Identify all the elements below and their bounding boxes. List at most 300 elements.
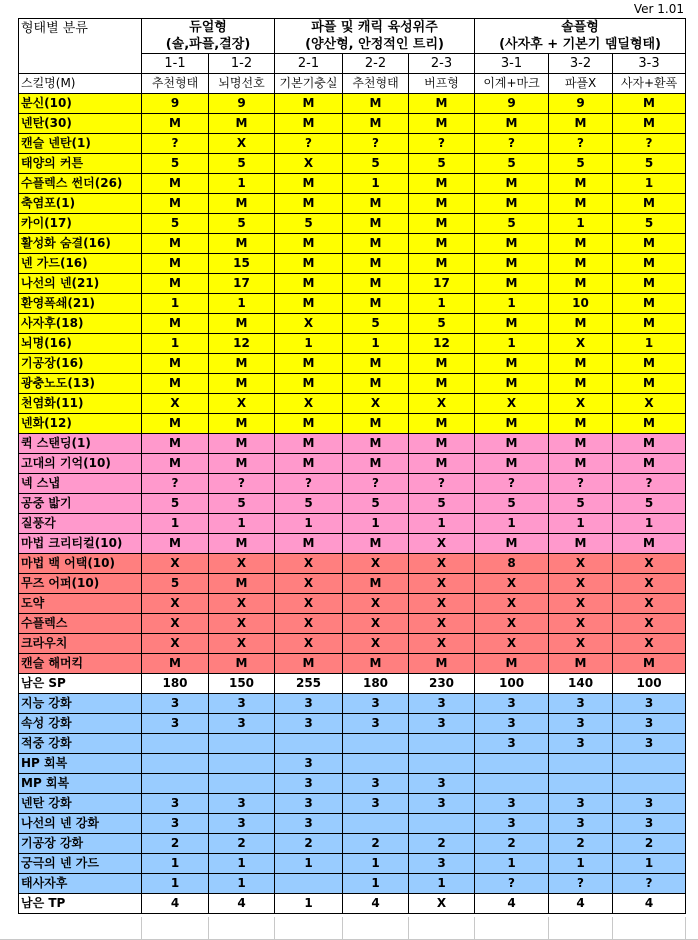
value-cell: M xyxy=(409,654,475,674)
table-row xyxy=(19,94,686,114)
value-cell: 5 xyxy=(142,494,209,514)
value-cell: M xyxy=(209,434,275,454)
value-cell: X xyxy=(343,394,409,414)
value-cell: M xyxy=(475,194,549,214)
value-cell: 5 xyxy=(142,214,209,234)
skill-name-cell: 나선의 넨 강화 xyxy=(19,814,142,834)
value-cell: M xyxy=(409,354,475,374)
value-cell: 5 xyxy=(475,154,549,174)
value-cell: M xyxy=(475,374,549,394)
value-cell: 1 xyxy=(275,334,343,354)
value-cell: M xyxy=(549,114,613,134)
value-cell: 3 xyxy=(275,714,343,734)
value-cell: M xyxy=(549,654,613,674)
value-cell: 1 xyxy=(209,874,275,894)
version-label: Ver 1.01 xyxy=(633,2,684,16)
skill-name-cell: 수플렉스 썬더(26) xyxy=(19,174,142,194)
corner-cell: 형태별 분류 xyxy=(19,19,142,74)
value-cell: 1 xyxy=(343,514,409,534)
value-cell: 100 xyxy=(475,674,549,694)
value-cell: X xyxy=(275,634,343,654)
value-cell: 1 xyxy=(409,294,475,314)
value-cell: M xyxy=(409,214,475,234)
value-cell: ? xyxy=(475,134,549,154)
skill-name-cell: 남은 TP xyxy=(19,894,142,914)
value-cell: M xyxy=(613,414,686,434)
value-cell: M xyxy=(275,194,343,214)
value-cell: M xyxy=(475,354,549,374)
table-row xyxy=(19,254,686,274)
value-cell: M xyxy=(275,294,343,314)
table-row xyxy=(19,654,686,674)
skill-name-cell: 퀵 스탠딩(1) xyxy=(19,434,142,454)
value-cell: M xyxy=(142,354,209,374)
value-cell: ? xyxy=(343,474,409,494)
value-cell: 5 xyxy=(613,154,686,174)
value-cell xyxy=(142,774,209,794)
value-cell: X xyxy=(142,634,209,654)
value-cell: M xyxy=(409,414,475,434)
header-row-groups xyxy=(19,19,686,54)
value-cell: ? xyxy=(343,134,409,154)
skill-name-cell: 광충노도(13) xyxy=(19,374,142,394)
value-cell: M xyxy=(475,454,549,474)
value-cell: M xyxy=(142,314,209,334)
value-cell: X xyxy=(409,534,475,554)
value-cell: M xyxy=(275,654,343,674)
type-cell: 기본기충실 xyxy=(275,74,343,94)
value-cell: 100 xyxy=(613,674,686,694)
value-cell: 3 xyxy=(549,794,613,814)
value-cell: M xyxy=(209,454,275,474)
value-cell: M xyxy=(275,94,343,114)
skill-name-cell: 크라우치 xyxy=(19,634,142,654)
value-cell: X xyxy=(209,594,275,614)
value-cell: M xyxy=(275,234,343,254)
table-row xyxy=(19,594,686,614)
value-cell: 12 xyxy=(209,334,275,354)
type-cell: 파플X xyxy=(549,74,613,94)
value-cell: M xyxy=(409,94,475,114)
value-cell: 140 xyxy=(549,674,613,694)
skill-name-cell: 분신(10) xyxy=(19,94,142,114)
value-cell: 1 xyxy=(343,854,409,874)
value-cell: 1 xyxy=(409,874,475,894)
skill-name-cell: 지능 강화 xyxy=(19,694,142,714)
value-cell: M xyxy=(549,274,613,294)
value-cell: X xyxy=(275,314,343,334)
value-cell: 3 xyxy=(275,774,343,794)
table-row xyxy=(19,554,686,574)
table-row xyxy=(19,294,686,314)
value-cell: 12 xyxy=(409,334,475,354)
value-cell: X xyxy=(613,634,686,654)
value-cell xyxy=(549,774,613,794)
value-cell: 1 xyxy=(142,334,209,354)
group-title: 솔플형 xyxy=(561,20,599,35)
value-cell: X xyxy=(343,594,409,614)
table-row xyxy=(19,714,686,734)
value-cell: ? xyxy=(613,134,686,154)
code-cell: 3-3 xyxy=(613,54,686,74)
value-cell: X xyxy=(142,554,209,574)
skill-name-cell: 뇌명(16) xyxy=(19,334,142,354)
value-cell: 3 xyxy=(275,814,343,834)
value-cell: 3 xyxy=(409,714,475,734)
value-cell: 5 xyxy=(209,214,275,234)
group-subtitle: (양산형, 안정적인 트리) xyxy=(305,37,444,52)
value-cell: M xyxy=(409,434,475,454)
value-cell: 1 xyxy=(275,894,343,914)
value-cell: 1 xyxy=(409,514,475,534)
value-cell: M xyxy=(409,194,475,214)
skill-name-cell: 기공장(16) xyxy=(19,354,142,374)
value-cell: 3 xyxy=(209,814,275,834)
value-cell: X xyxy=(142,614,209,634)
value-cell: M xyxy=(549,374,613,394)
skill-name-cell: 수플렉스 xyxy=(19,614,142,634)
table-row xyxy=(19,114,686,134)
value-cell: 5 xyxy=(142,574,209,594)
value-cell: X xyxy=(343,614,409,634)
value-cell: M xyxy=(343,114,409,134)
value-cell: M xyxy=(275,454,343,474)
value-cell: X xyxy=(275,574,343,594)
value-cell: 5 xyxy=(142,154,209,174)
value-cell: 3 xyxy=(475,814,549,834)
value-cell: 3 xyxy=(343,774,409,794)
value-cell: X xyxy=(549,614,613,634)
value-cell xyxy=(275,874,343,894)
value-cell: M xyxy=(343,434,409,454)
value-cell: X xyxy=(209,394,275,414)
code-cell: 1-2 xyxy=(209,54,275,74)
value-cell: 3 xyxy=(343,694,409,714)
skill-name-cell: MP 회복 xyxy=(19,774,142,794)
value-cell: 5 xyxy=(549,154,613,174)
code-cell: 1-1 xyxy=(142,54,209,74)
type-cell: 추천형태 xyxy=(343,74,409,94)
value-cell: X xyxy=(613,394,686,414)
value-cell: 1 xyxy=(613,514,686,534)
value-cell: M xyxy=(343,194,409,214)
table-row xyxy=(19,574,686,594)
value-cell: X xyxy=(343,554,409,574)
value-cell: M xyxy=(475,414,549,434)
value-cell: M xyxy=(343,274,409,294)
value-cell: 4 xyxy=(549,894,613,914)
value-cell: M xyxy=(613,94,686,114)
table-row xyxy=(19,854,686,874)
value-cell: ? xyxy=(409,474,475,494)
value-cell: M xyxy=(475,274,549,294)
value-cell: M xyxy=(409,454,475,474)
skill-name-cell: 기공장 강화 xyxy=(19,834,142,854)
value-cell: 2 xyxy=(343,834,409,854)
value-cell: X xyxy=(549,574,613,594)
skill-name-cell: 천염화(11) xyxy=(19,394,142,414)
value-cell: 1 xyxy=(209,854,275,874)
value-cell: M xyxy=(142,414,209,434)
value-cell: 3 xyxy=(275,754,343,774)
value-cell: 1 xyxy=(475,334,549,354)
skill-name-cell: 도약 xyxy=(19,594,142,614)
value-cell: X xyxy=(475,574,549,594)
value-cell xyxy=(343,734,409,754)
value-cell: M xyxy=(343,254,409,274)
value-cell: M xyxy=(613,234,686,254)
value-cell: M xyxy=(613,294,686,314)
value-cell: 3 xyxy=(613,814,686,834)
value-cell: M xyxy=(475,654,549,674)
value-cell: 5 xyxy=(409,314,475,334)
group-header-solo xyxy=(475,19,686,54)
value-cell: 1 xyxy=(549,514,613,534)
value-cell: M xyxy=(409,254,475,274)
group-subtitle: (사자후 + 기본기 뎀딜형태) xyxy=(499,37,661,52)
group-subtitle: (솔,파플,결장) xyxy=(165,37,251,52)
value-cell: X xyxy=(209,134,275,154)
table-row xyxy=(19,694,686,714)
value-cell: 5 xyxy=(549,494,613,514)
value-cell: M xyxy=(475,174,549,194)
value-cell: M xyxy=(613,194,686,214)
table-row xyxy=(19,774,686,794)
value-cell: M xyxy=(409,374,475,394)
value-cell: 5 xyxy=(475,494,549,514)
value-cell: 5 xyxy=(409,154,475,174)
value-cell: M xyxy=(613,114,686,134)
value-cell: 17 xyxy=(209,274,275,294)
value-cell: 3 xyxy=(409,694,475,714)
value-cell: M xyxy=(613,314,686,334)
value-cell: ? xyxy=(475,474,549,494)
skill-name-cell: 질풍각 xyxy=(19,514,142,534)
type-cell: 추천형태 xyxy=(142,74,209,94)
value-cell: 1 xyxy=(613,334,686,354)
table-row xyxy=(19,214,686,234)
value-cell: M xyxy=(475,434,549,454)
skill-name-cell: 넨탄 강화 xyxy=(19,794,142,814)
value-cell: 3 xyxy=(613,714,686,734)
value-cell: X xyxy=(409,394,475,414)
group-header-dual xyxy=(142,19,275,54)
value-cell: X xyxy=(409,594,475,614)
value-cell: M xyxy=(343,454,409,474)
value-cell xyxy=(409,734,475,754)
value-cell: X xyxy=(142,394,209,414)
value-cell: M xyxy=(549,174,613,194)
value-cell: 5 xyxy=(613,494,686,514)
table-row xyxy=(19,274,686,294)
value-cell: X xyxy=(613,554,686,574)
value-cell: M xyxy=(209,354,275,374)
value-cell: X xyxy=(475,394,549,414)
table-row xyxy=(19,434,686,454)
value-cell: 2 xyxy=(613,834,686,854)
value-cell xyxy=(142,754,209,774)
value-cell: M xyxy=(549,194,613,214)
value-cell: M xyxy=(142,234,209,254)
spreadsheet-gridlines xyxy=(0,917,698,940)
table-row xyxy=(19,614,686,634)
value-cell: X xyxy=(613,614,686,634)
value-cell: X xyxy=(142,594,209,614)
table-row xyxy=(19,734,686,754)
value-cell: ? xyxy=(142,134,209,154)
table-row xyxy=(19,534,686,554)
table-row xyxy=(19,134,686,154)
code-cell: 3-1 xyxy=(475,54,549,74)
value-cell: X xyxy=(549,334,613,354)
value-cell: M xyxy=(275,534,343,554)
skill-name-cell: 캔슬 해머킥 xyxy=(19,654,142,674)
type-cell: 버프형 xyxy=(409,74,475,94)
value-cell: X xyxy=(409,634,475,654)
value-cell: M xyxy=(409,174,475,194)
value-cell: M xyxy=(343,574,409,594)
value-cell: 1 xyxy=(613,174,686,194)
group-header-party xyxy=(275,19,475,54)
skill-name-cell: 무즈 어퍼(10) xyxy=(19,574,142,594)
value-cell: 255 xyxy=(275,674,343,694)
value-cell xyxy=(343,754,409,774)
value-cell: X xyxy=(343,634,409,654)
skill-name-cell: 나선의 넨(21) xyxy=(19,274,142,294)
value-cell: 1 xyxy=(549,854,613,874)
value-cell: 4 xyxy=(142,894,209,914)
value-cell: 180 xyxy=(142,674,209,694)
value-cell: M xyxy=(343,374,409,394)
value-cell: M xyxy=(142,374,209,394)
value-cell: 1 xyxy=(142,294,209,314)
value-cell: M xyxy=(275,174,343,194)
value-cell: M xyxy=(209,114,275,134)
value-cell xyxy=(549,754,613,774)
value-cell: 1 xyxy=(475,514,549,534)
value-cell: M xyxy=(613,654,686,674)
value-cell: 1 xyxy=(549,214,613,234)
value-cell: 3 xyxy=(142,814,209,834)
code-cell: 2-3 xyxy=(409,54,475,74)
value-cell: M xyxy=(343,654,409,674)
value-cell xyxy=(409,814,475,834)
value-cell: X xyxy=(549,554,613,574)
value-cell: 1 xyxy=(142,854,209,874)
value-cell: 3 xyxy=(209,794,275,814)
value-cell: 3 xyxy=(209,714,275,734)
value-cell: M xyxy=(275,114,343,134)
value-cell: 1 xyxy=(275,514,343,534)
table-row xyxy=(19,794,686,814)
value-cell: 3 xyxy=(475,714,549,734)
table-row xyxy=(19,834,686,854)
value-cell: 1 xyxy=(142,514,209,534)
value-cell: 1 xyxy=(209,294,275,314)
value-cell xyxy=(613,754,686,774)
value-cell: M xyxy=(275,274,343,294)
value-cell: 3 xyxy=(142,794,209,814)
skill-name-cell: 축염포(1) xyxy=(19,194,142,214)
value-cell: M xyxy=(549,534,613,554)
value-cell: M xyxy=(343,294,409,314)
table-row xyxy=(19,314,686,334)
value-cell: 5 xyxy=(343,314,409,334)
value-cell xyxy=(142,734,209,754)
value-cell: 1 xyxy=(613,854,686,874)
skill-name-cell: 남은 SP xyxy=(19,674,142,694)
table-row xyxy=(19,814,686,834)
value-cell xyxy=(475,754,549,774)
code-cell: 2-2 xyxy=(343,54,409,74)
table-row xyxy=(19,334,686,354)
value-cell: 10 xyxy=(549,294,613,314)
value-cell: 5 xyxy=(343,494,409,514)
value-cell: 1 xyxy=(209,514,275,534)
value-cell: M xyxy=(142,254,209,274)
value-cell: X xyxy=(549,634,613,654)
value-cell xyxy=(409,754,475,774)
value-cell: X xyxy=(209,554,275,574)
value-cell: X xyxy=(613,574,686,594)
value-cell: 1 xyxy=(343,174,409,194)
skill-name-cell: 마법 백 어택(10) xyxy=(19,554,142,574)
value-cell: 5 xyxy=(209,154,275,174)
value-cell xyxy=(275,734,343,754)
value-cell: 3 xyxy=(409,774,475,794)
value-cell: M xyxy=(613,254,686,274)
value-cell: X xyxy=(475,594,549,614)
value-cell: X xyxy=(275,614,343,634)
value-cell: ? xyxy=(549,134,613,154)
value-cell: 9 xyxy=(475,94,549,114)
code-cell: 3-2 xyxy=(549,54,613,74)
value-cell: M xyxy=(613,534,686,554)
value-cell: M xyxy=(475,534,549,554)
value-cell: 1 xyxy=(475,854,549,874)
table-row xyxy=(19,634,686,654)
value-cell: 5 xyxy=(475,214,549,234)
skill-tree-table xyxy=(18,18,686,914)
value-cell: M xyxy=(209,374,275,394)
value-cell: M xyxy=(409,234,475,254)
value-cell: M xyxy=(343,234,409,254)
value-cell: 2 xyxy=(209,834,275,854)
value-cell: M xyxy=(613,454,686,474)
value-cell: X xyxy=(409,554,475,574)
value-cell: M xyxy=(142,174,209,194)
skill-name-cell: HP 회복 xyxy=(19,754,142,774)
type-cell: 이계+마크 xyxy=(475,74,549,94)
value-cell: M xyxy=(142,454,209,474)
skill-name-cell: 공중 밟기 xyxy=(19,494,142,514)
value-cell: X xyxy=(275,594,343,614)
value-cell: 2 xyxy=(409,834,475,854)
value-cell: M xyxy=(343,534,409,554)
value-cell: 3 xyxy=(475,734,549,754)
value-cell: M xyxy=(209,654,275,674)
value-cell: 150 xyxy=(209,674,275,694)
value-cell: 3 xyxy=(549,714,613,734)
value-cell: X xyxy=(475,614,549,634)
value-cell: ? xyxy=(275,474,343,494)
value-cell: M xyxy=(549,434,613,454)
value-cell: 15 xyxy=(209,254,275,274)
value-cell: 180 xyxy=(343,674,409,694)
value-cell: 3 xyxy=(549,694,613,714)
table-row xyxy=(19,234,686,254)
skill-name-cell: 고대의 기억(10) xyxy=(19,454,142,474)
